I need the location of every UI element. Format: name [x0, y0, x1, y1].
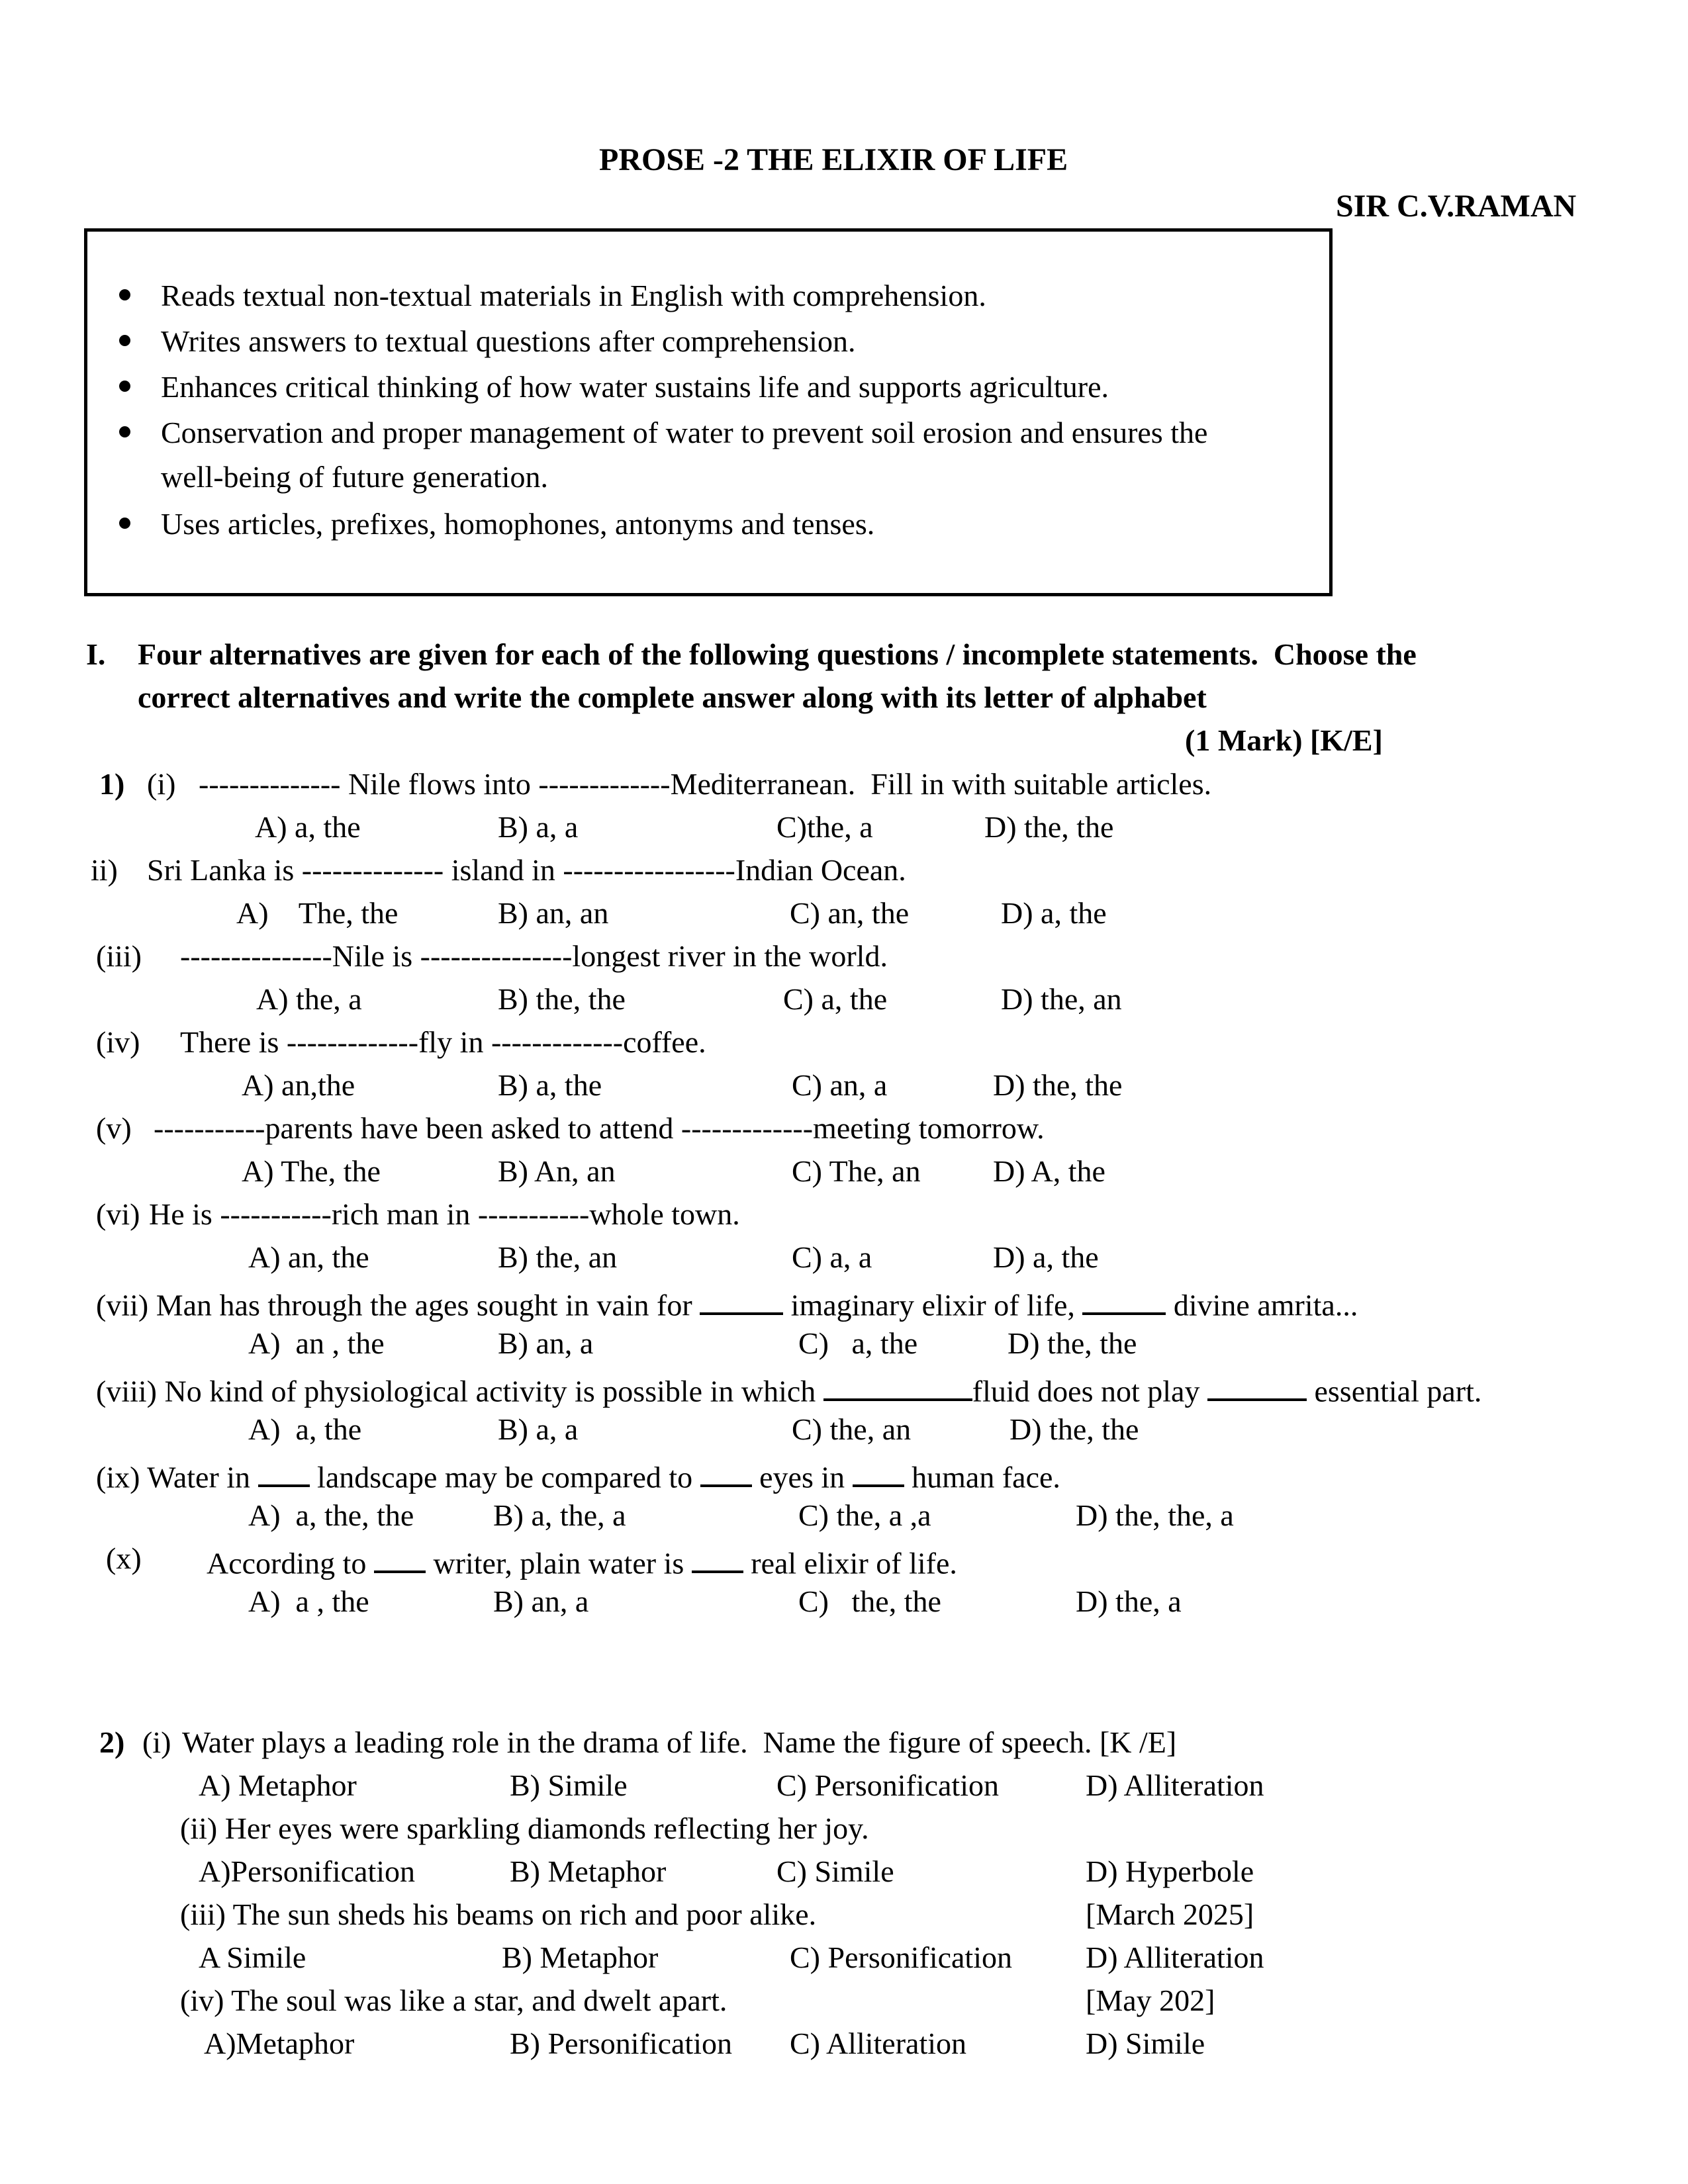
- question-text: [96, 1457, 1060, 1492]
- objective-item: Uses articles, prefixes, homophones, antonyms and tenses.: [161, 507, 875, 541]
- text-segment: essential part.: [1306, 1374, 1482, 1408]
- option-c: C) a, the: [798, 1326, 918, 1360]
- question-text: ---------------Nile is ---------------longest river in the world.: [180, 939, 888, 973]
- option-d: D) Simile: [1086, 2026, 1205, 2060]
- text-segment: The sun sheds his beams on rich and poor alike.: [232, 1897, 817, 1931]
- bullet-icon: [119, 381, 130, 392]
- option-b: B) Personification: [510, 2026, 732, 2060]
- question-label: ii): [91, 853, 118, 887]
- option-c: C) Simile: [776, 1854, 894, 1888]
- option-c: C) the, a ,a: [798, 1498, 931, 1532]
- section-instruction: Four alternatives are given for each of the following questions / incomplete statements. Choose the: [138, 637, 1417, 671]
- answer-blank: [823, 1371, 972, 1401]
- objective-item-continued: well-being of future generation.: [161, 460, 548, 494]
- question-label: (ix): [96, 1460, 140, 1494]
- option-c: C) Alliteration: [790, 2026, 967, 2060]
- text-segment: divine amrita...: [1166, 1288, 1358, 1322]
- option-b: B) An, an: [498, 1154, 616, 1188]
- objective-item: Writes answers to textual questions after comprehension.: [161, 324, 856, 358]
- exam-tag: [May 202]: [1086, 1983, 1215, 2017]
- question-text: -----------parents have been asked to attend -------------meeting tomorrow.: [154, 1111, 1045, 1145]
- option-d: D) Alliteration: [1086, 1940, 1264, 1974]
- question-label: (vi): [96, 1197, 140, 1231]
- option-a: A) a, the: [255, 810, 361, 844]
- bullet-icon: [119, 289, 130, 300]
- option-d: D) the, the, a: [1076, 1498, 1234, 1532]
- option-c: C) Personification: [776, 1768, 999, 1802]
- option-d: D) a, the: [1001, 896, 1107, 930]
- option-a: A)Metaphor: [204, 2026, 355, 2060]
- option-b: B) Simile: [510, 1768, 628, 1802]
- option-c: C) Personification: [790, 1940, 1012, 1974]
- exam-tag: [March 2025]: [1086, 1897, 1254, 1931]
- option-b: B) the, an: [498, 1240, 618, 1274]
- option-d: D) the, an: [1001, 982, 1122, 1016]
- question-label: (iii): [96, 939, 142, 973]
- option-a: A Simile: [199, 1940, 306, 1974]
- question-label: (i): [147, 767, 176, 801]
- objective-item: Conservation and proper management of water to prevent soil erosion and ensures the: [161, 416, 1208, 449]
- text-segment: The soul was like a star, and dwelt apart.: [231, 1983, 727, 2017]
- option-d: D) the, the: [1008, 1326, 1137, 1360]
- answer-blank: [258, 1457, 310, 1487]
- option-b: B) an, a: [493, 1584, 589, 1618]
- question-text: [96, 1371, 1481, 1406]
- option-d: D) a, the: [993, 1240, 1099, 1274]
- question-text: -------------- Nile flows into -------------Mediterranean. Fill in with suitable articles.: [199, 767, 1212, 801]
- option-c: C) an, the: [790, 896, 910, 930]
- text-segment: Her eyes were sparkling diamonds reflecting her joy.: [224, 1811, 869, 1845]
- question-label: (vii): [96, 1288, 149, 1322]
- option-c: C)the, a: [776, 810, 873, 844]
- question-text: [180, 1899, 816, 1930]
- option-c: C) a, the: [783, 982, 888, 1016]
- author-name: SIR C.V.RAMAN: [1336, 189, 1577, 224]
- text-segment: human face.: [904, 1460, 1060, 1494]
- option-b: B) a, the: [498, 1068, 602, 1102]
- question-label: (iii): [180, 1897, 226, 1931]
- option-a: A) an, the: [248, 1240, 369, 1274]
- text-segment: Water in: [147, 1460, 258, 1494]
- option-a: A) an,the: [242, 1068, 355, 1102]
- option-a: A) a, the: [248, 1412, 362, 1446]
- answer-blank: [1207, 1371, 1307, 1401]
- bullet-icon: [119, 518, 130, 529]
- question-label: (viii): [96, 1374, 157, 1408]
- text-segment: fluid does not play: [972, 1374, 1207, 1408]
- option-a: A) The, the: [242, 1154, 381, 1188]
- question-text: He is -----------rich man in -----------whole town.: [149, 1197, 740, 1231]
- text-segment: writer, plain water is: [425, 1546, 692, 1580]
- option-c: C) The, an: [792, 1154, 921, 1188]
- answer-blank: [700, 1285, 783, 1315]
- bullet-icon: [119, 426, 130, 437]
- text-segment: According to: [207, 1546, 374, 1580]
- text-segment: Man has through the ages sought in vain for: [156, 1288, 700, 1322]
- option-b: B) a, the, a: [493, 1498, 626, 1532]
- section-instruction: correct alternatives and write the complete answer along with its letter of alphabet: [138, 680, 1207, 714]
- option-a: A) a , the: [248, 1584, 369, 1618]
- text-segment: landscape may be compared to: [309, 1460, 700, 1494]
- option-a: A) The, the: [236, 896, 399, 930]
- answer-blank: [1082, 1285, 1166, 1315]
- option-c: C) a, a: [792, 1240, 872, 1274]
- question-label: (i): [142, 1725, 171, 1759]
- answer-blank: [374, 1543, 426, 1573]
- question-text: [180, 1813, 869, 1844]
- question-label: (ii): [180, 1811, 218, 1845]
- question-number: 1): [99, 767, 125, 801]
- bullet-icon: [119, 335, 130, 346]
- question-label: (v): [96, 1111, 132, 1145]
- question-label: (iv): [180, 1983, 224, 2017]
- page-title: PROSE -2 THE ELIXIR OF LIFE: [599, 142, 1068, 177]
- objective-item: Enhances critical thinking of how water sustains life and supports agriculture.: [161, 370, 1109, 404]
- option-b: B) an, a: [498, 1326, 594, 1360]
- option-d: D) the, the: [993, 1068, 1123, 1102]
- option-a: A) an , the: [248, 1326, 385, 1360]
- question-text: Water plays a leading role in the drama of life. Name the figure of speech. [K /E]: [182, 1725, 1177, 1759]
- question-text: Sri Lanka is -------------- island in -----------------Indian Ocean.: [147, 853, 906, 887]
- option-b: B) a, a: [498, 810, 579, 844]
- text-segment: real elixir of life.: [743, 1546, 957, 1580]
- question-label: (x): [106, 1541, 142, 1575]
- question-number: 2): [99, 1725, 125, 1759]
- option-d: D) the, a: [1076, 1584, 1182, 1618]
- option-d: D) the, the: [984, 810, 1114, 844]
- answer-blank: [692, 1543, 743, 1573]
- objective-item: Reads textual non-textual materials in English with comprehension.: [161, 279, 986, 312]
- answer-blank: [700, 1457, 752, 1487]
- text-segment: imaginary elixir of life,: [783, 1288, 1083, 1322]
- text-segment: No kind of physiological activity is possible in which: [164, 1374, 823, 1408]
- option-a: A) a, the, the: [248, 1498, 414, 1532]
- question-text: [180, 1985, 727, 2016]
- question-text: [207, 1543, 957, 1578]
- answer-blank: [853, 1457, 904, 1487]
- option-b: B) an, an: [498, 896, 609, 930]
- option-d: D) the, the: [1009, 1412, 1139, 1446]
- option-c: C) an, a: [792, 1068, 888, 1102]
- option-a: A) Metaphor: [199, 1768, 357, 1802]
- question-text: There is -------------fly in -------------coffee.: [180, 1025, 706, 1059]
- option-b: B) the, the: [498, 982, 626, 1016]
- section-number: I.: [86, 637, 106, 671]
- option-c: C) the, the: [798, 1584, 941, 1618]
- option-d: D) A, the: [993, 1154, 1105, 1188]
- question-label: (iv): [96, 1025, 140, 1059]
- option-b: B) a, a: [498, 1412, 579, 1446]
- question-text: [96, 1285, 1358, 1320]
- option-b: B) Metaphor: [502, 1940, 659, 1974]
- option-d: D) Alliteration: [1086, 1768, 1264, 1802]
- option-a: A) the, a: [256, 982, 362, 1016]
- marks-label: (1 Mark) [K/E]: [1185, 723, 1383, 757]
- option-a: A)Personification: [199, 1854, 416, 1888]
- option-d: D) Hyperbole: [1086, 1854, 1254, 1888]
- option-c: C) the, an: [792, 1412, 912, 1446]
- text-segment: eyes in: [751, 1460, 853, 1494]
- option-b: B) Metaphor: [510, 1854, 667, 1888]
